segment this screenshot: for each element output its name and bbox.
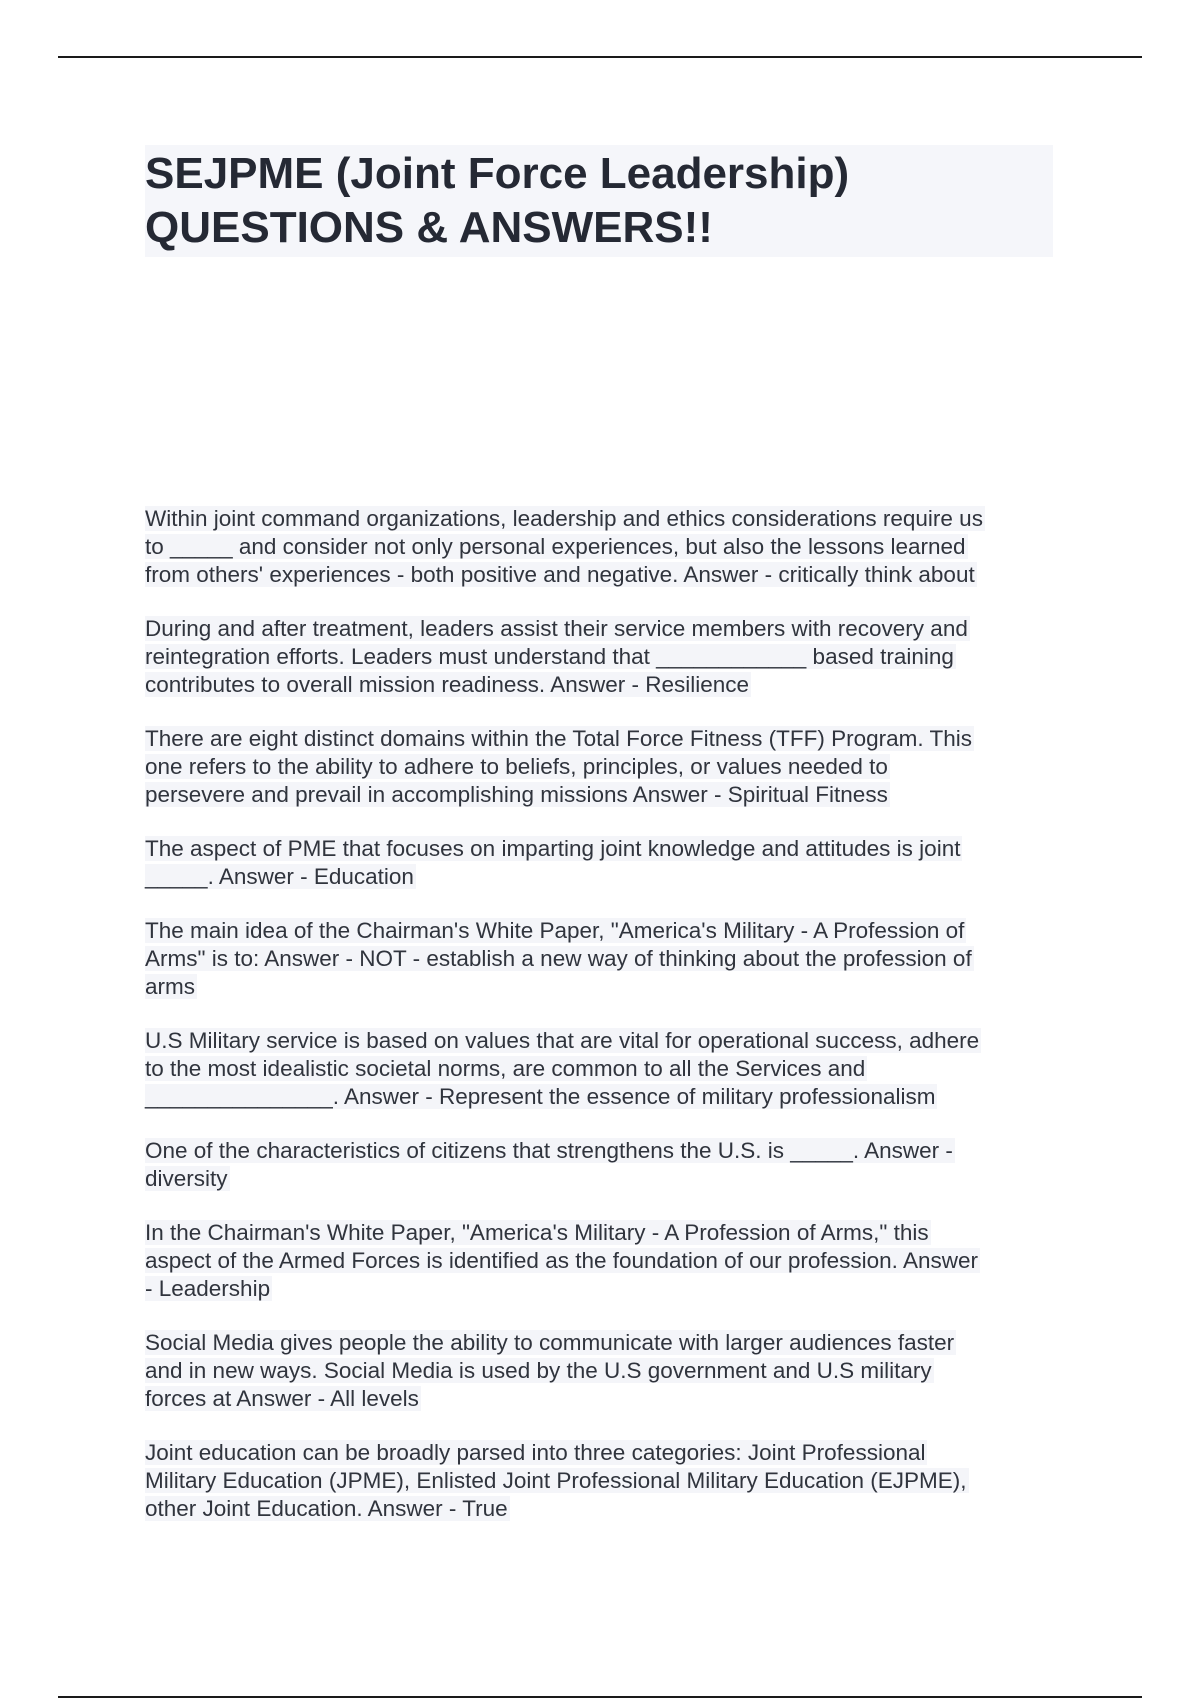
qa-line <box>145 1137 1065 1165</box>
qa-line <box>145 1165 1065 1193</box>
qa-text: reintegration efforts. Leaders must understand that ____________ based training <box>145 644 954 669</box>
footer-rule <box>58 1696 1142 1698</box>
qa-line <box>145 1357 1065 1385</box>
qa-text: There are eight distinct domains within the Total Force Fitness (TFF) Program. This <box>145 726 972 751</box>
qa-text: and in new ways. Social Media is used by the U.S government and U.S military <box>145 1358 932 1383</box>
qa-text: _______________. Answer - Represent the essence of military professionalism <box>145 1084 936 1109</box>
qa-text: _____. Answer - Education <box>145 864 414 889</box>
qa-text: Within joint command organizations, leadership and ethics considerations require us <box>145 506 983 531</box>
qa-line <box>145 1247 1065 1275</box>
qa-item <box>145 917 1065 1001</box>
qa-line <box>145 615 1065 643</box>
qa-line <box>145 1055 1065 1083</box>
qa-text: diversity <box>145 1166 228 1191</box>
qa-line <box>145 725 1065 753</box>
qa-text: The main idea of the Chairman's White Paper, "America's Military - A Profession of <box>145 918 965 943</box>
qa-item <box>145 615 1065 699</box>
qa-line <box>145 561 1065 589</box>
title-line: SEJPME (Joint Force Leadership) <box>145 149 850 198</box>
qa-list <box>145 505 1065 1549</box>
qa-item <box>145 1137 1065 1193</box>
qa-text: forces at Answer - All levels <box>145 1386 419 1411</box>
qa-text: persevere and prevail in accomplishing missions Answer - Spiritual Fitness <box>145 782 888 807</box>
qa-item <box>145 1027 1065 1111</box>
qa-item <box>145 1439 1065 1523</box>
qa-text: One of the characteristics of citizens that strengthens the U.S. is _____. Answer - <box>145 1138 953 1163</box>
document-title <box>145 145 1053 257</box>
qa-text: other Joint Education. Answer - True <box>145 1496 508 1521</box>
qa-item <box>145 835 1065 891</box>
qa-text: Joint education can be broadly parsed into three categories: Joint Professional <box>145 1440 926 1465</box>
qa-line <box>145 1219 1065 1247</box>
qa-line <box>145 1467 1065 1495</box>
qa-text: one refers to the ability to adhere to beliefs, principles, or values needed to <box>145 754 888 779</box>
qa-line <box>145 1495 1065 1523</box>
title-line: QUESTIONS & ANSWERS!! <box>145 203 713 252</box>
qa-line <box>145 1329 1065 1357</box>
qa-item <box>145 725 1065 809</box>
qa-item <box>145 505 1065 589</box>
qa-line <box>145 643 1065 671</box>
qa-line <box>145 863 1065 891</box>
qa-line <box>145 835 1065 863</box>
header-rule <box>58 56 1142 58</box>
qa-text: In the Chairman's White Paper, "America's Military - A Profession of Arms," this <box>145 1220 929 1245</box>
qa-text: aspect of the Armed Forces is identified as the foundation of our profession. Answer <box>145 1248 978 1273</box>
qa-line <box>145 1027 1065 1055</box>
qa-line <box>145 917 1065 945</box>
qa-item <box>145 1219 1065 1303</box>
qa-text: contributes to overall mission readiness. Answer - Resilience <box>145 672 750 697</box>
qa-line <box>145 1385 1065 1413</box>
qa-line <box>145 671 1065 699</box>
qa-item <box>145 1329 1065 1413</box>
qa-line <box>145 753 1065 781</box>
qa-text: During and after treatment, leaders assist their service members with recovery and <box>145 616 968 641</box>
qa-line <box>145 1439 1065 1467</box>
qa-line <box>145 945 1065 973</box>
qa-text: arms <box>145 974 195 999</box>
qa-text: Military Education (JPME), Enlisted Joint Professional Military Education (EJPME), <box>145 1468 967 1493</box>
qa-text: U.S Military service is based on values that are vital for operational success, adhere <box>145 1028 980 1053</box>
qa-text: Social Media gives people the ability to communicate with larger audiences faster <box>145 1330 955 1355</box>
qa-line <box>145 505 1065 533</box>
qa-line <box>145 533 1065 561</box>
qa-text: The aspect of PME that focuses on imparting joint knowledge and attitudes is joint <box>145 836 961 861</box>
qa-line <box>145 1275 1065 1303</box>
qa-text: Arms" is to: Answer - NOT - establish a new way of thinking about the profession of <box>145 946 972 971</box>
qa-text: - Leadership <box>145 1276 271 1301</box>
qa-text: to _____ and consider not only personal experiences, but also the lessons learned <box>145 534 966 559</box>
qa-line <box>145 973 1065 1001</box>
qa-line <box>145 1083 1065 1111</box>
qa-line <box>145 781 1065 809</box>
qa-text: to the most idealistic societal norms, are common to all the Services and <box>145 1056 866 1081</box>
qa-text: from others' experiences - both positive and negative. Answer - critically think about <box>145 562 975 587</box>
